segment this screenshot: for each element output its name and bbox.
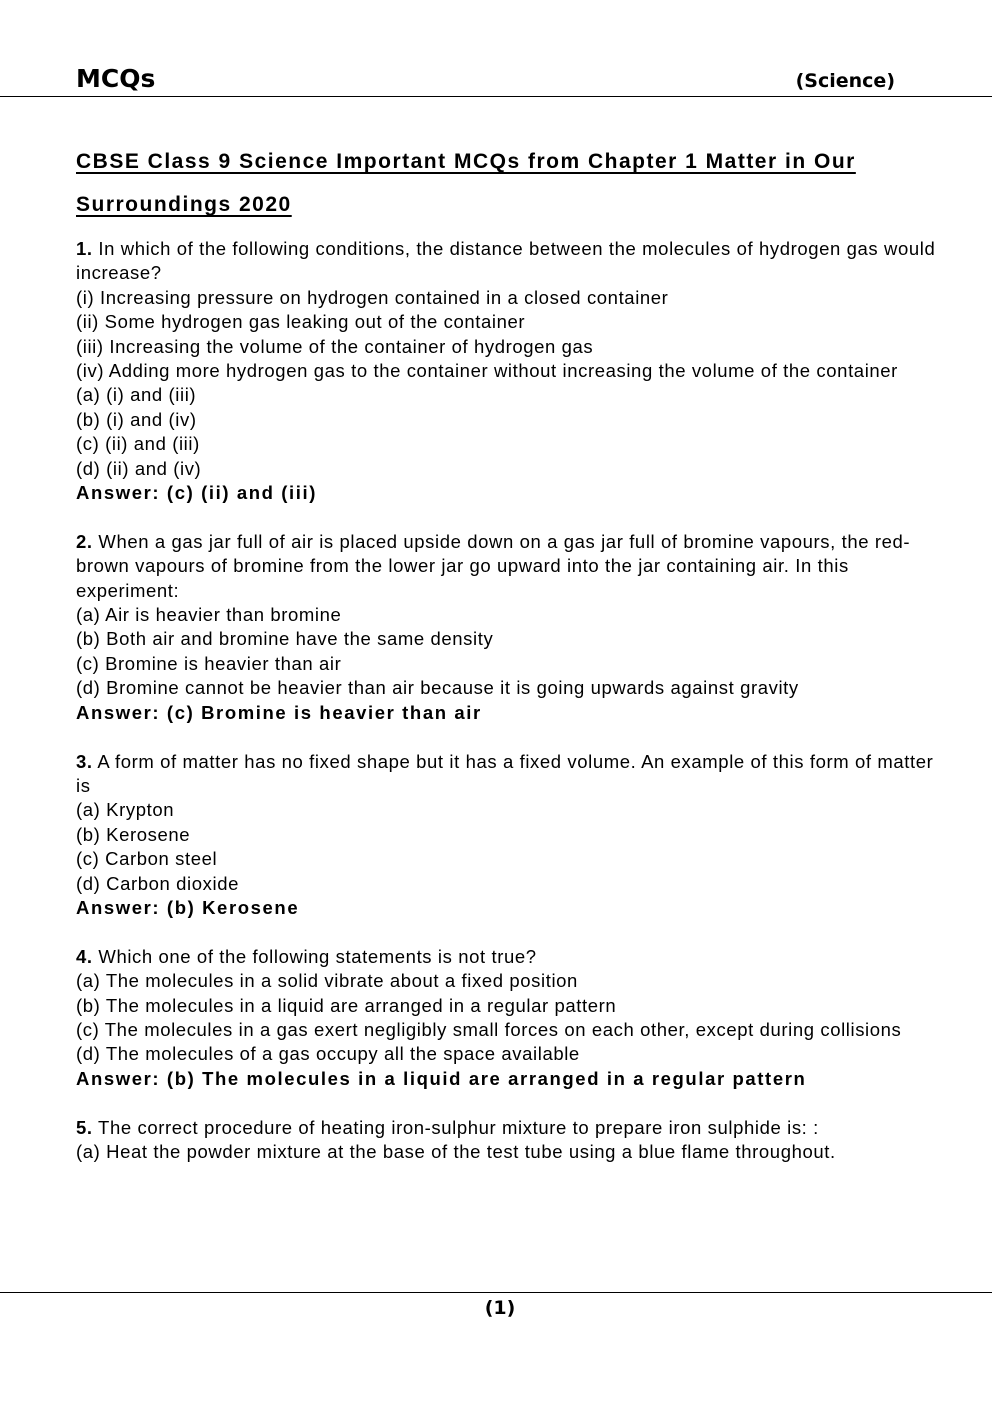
question-block xyxy=(76,1116,938,1165)
question-text: A form of matter has no fixed shape but it has a fixed volume. An example of this form of matter is xyxy=(76,750,940,796)
header-title: MCQs xyxy=(76,64,156,93)
question-option: (b) (i) and (iv) xyxy=(76,408,197,430)
question-stem xyxy=(76,1116,938,1140)
question-number: 4. xyxy=(76,945,93,967)
question-text: Which one of the following statements is not true? xyxy=(92,945,537,967)
question-option: (d) Bromine cannot be heavier than air because it is going upwards against gravity xyxy=(76,677,799,699)
question-option: (c) Bromine is heavier than air xyxy=(76,652,342,674)
answer-line: Answer: (c) Bromine is heavier than air xyxy=(76,701,482,723)
question-option: (i) Increasing pressure on hydrogen contained in a closed container xyxy=(76,286,669,308)
question-option: (d) (ii) and (iv) xyxy=(76,457,202,479)
question-block xyxy=(76,750,938,921)
question-number: 5. xyxy=(76,1116,93,1138)
question-option: (b) The molecules in a liquid are arranged in a regular pattern xyxy=(76,994,617,1016)
question-option: (b) Kerosene xyxy=(76,823,191,845)
question-stem xyxy=(76,945,938,969)
question-option: (c) (ii) and (iii) xyxy=(76,433,200,455)
header-subject: (Science) xyxy=(795,70,895,92)
footer-divider xyxy=(0,1292,992,1293)
question-option: (d) The molecules of a gas occupy all the space available xyxy=(76,1043,580,1065)
question-stem xyxy=(76,750,938,799)
question-option: (c) Carbon steel xyxy=(76,848,218,870)
question-option: (a) Heat the powder mixture at the base of the test tube using a blue flame throughout. xyxy=(76,1140,836,1162)
question-text: When a gas jar full of air is placed upside down on a gas jar full of bromine vapours, the red-brown vapours of bromine from the lower jar go upward into the jar containing air. In this experiment: xyxy=(76,530,911,601)
question-option: (a) (i) and (iii) xyxy=(76,384,197,406)
answer-line: Answer: (b) Kerosene xyxy=(76,896,300,918)
question-text: The correct procedure of heating iron-sulphur mixture to prepare iron sulphide is: : xyxy=(92,1116,819,1138)
question-option: (a) The molecules in a solid vibrate about a fixed position xyxy=(76,970,578,992)
question-option: (c) The molecules in a gas exert negligibly small forces on each other, except during collisions xyxy=(76,1018,902,1040)
question-option: (iv) Adding more hydrogen gas to the container without increasing the volume of the container xyxy=(76,360,898,382)
answer-line: Answer: (c) (ii) and (iii) xyxy=(76,482,317,504)
page-number: (1) xyxy=(484,1297,516,1319)
question-option: (b) Both air and bromine have the same density xyxy=(76,628,494,650)
question-text: In which of the following conditions, the distance between the molecules of hydrogen gas would increase? xyxy=(76,238,942,284)
question-option: (iii) Increasing the volume of the container of hydrogen gas xyxy=(76,335,594,357)
question-number: 2. xyxy=(76,530,93,552)
header-divider xyxy=(0,96,992,97)
question-number: 1. xyxy=(76,238,93,259)
question-number: 3. xyxy=(76,750,93,772)
question-block xyxy=(76,530,938,725)
answer-line: Answer: (b) The molecules in a liquid are arranged in a regular pattern xyxy=(76,1067,807,1089)
question-option: (a) Air is heavier than bromine xyxy=(76,604,342,626)
question-option: (a) Krypton xyxy=(76,799,175,821)
question-list xyxy=(76,237,942,1189)
question-option: (d) Carbon dioxide xyxy=(76,872,239,894)
question-stem xyxy=(76,530,938,603)
question-block xyxy=(76,237,942,505)
question-block xyxy=(76,945,938,1091)
question-option: (ii) Some hydrogen gas leaking out of the container xyxy=(76,311,526,333)
document-title: CBSE Class 9 Science Important MCQs from Chapter 1 Matter in Our Surroundings 2020 xyxy=(76,150,856,216)
question-stem xyxy=(76,237,942,286)
